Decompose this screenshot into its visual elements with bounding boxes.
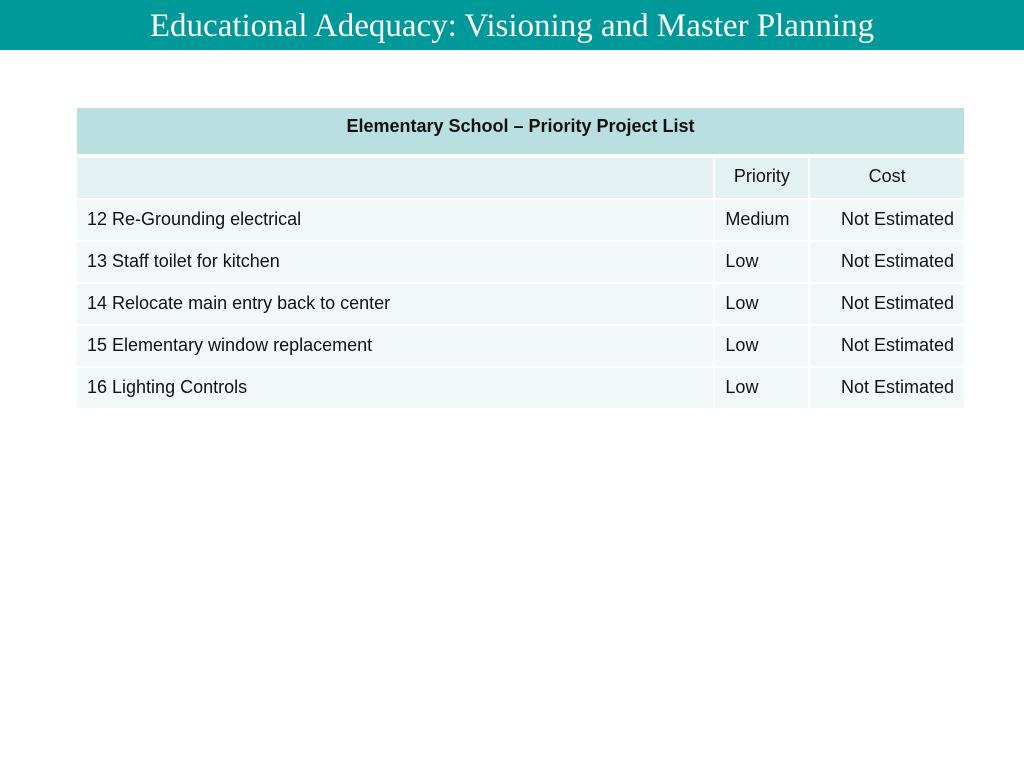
slide-title: Educational Adequacy: Visioning and Master Planning bbox=[149, 7, 875, 44]
project-cell: 14 Relocate main entry back to center bbox=[77, 284, 713, 326]
column-header-row bbox=[77, 158, 964, 200]
project-cell: 15 Elementary window replacement bbox=[77, 326, 713, 368]
priority-cell: Low bbox=[713, 284, 808, 326]
column-header-priority: Priority bbox=[713, 158, 808, 200]
cost-cell: Not Estimated bbox=[808, 242, 964, 284]
table-caption-row bbox=[77, 108, 964, 158]
priority-cell: Medium bbox=[713, 200, 808, 242]
project-cell: 12 Re-Grounding electrical bbox=[77, 200, 713, 242]
table-caption: Elementary School – Priority Project List bbox=[77, 108, 964, 158]
cost-cell: Not Estimated bbox=[808, 200, 964, 242]
priority-cell: Low bbox=[713, 368, 808, 410]
project-table-container bbox=[77, 108, 964, 410]
cost-cell: Not Estimated bbox=[808, 284, 964, 326]
table-row bbox=[77, 200, 964, 242]
table-row bbox=[77, 284, 964, 326]
project-cell: 13 Staff toilet for kitchen bbox=[77, 242, 713, 284]
column-header-cost: Cost bbox=[808, 158, 964, 200]
priority-cell: Low bbox=[713, 326, 808, 368]
project-cell: 16 Lighting Controls bbox=[77, 368, 713, 410]
priority-project-table bbox=[77, 108, 964, 410]
cost-cell: Not Estimated bbox=[808, 326, 964, 368]
title-bar bbox=[0, 0, 1024, 50]
priority-cell: Low bbox=[713, 242, 808, 284]
table-row bbox=[77, 326, 964, 368]
cost-cell: Not Estimated bbox=[808, 368, 964, 410]
table-row bbox=[77, 242, 964, 284]
table-row bbox=[77, 368, 964, 410]
column-header-project bbox=[77, 158, 713, 200]
